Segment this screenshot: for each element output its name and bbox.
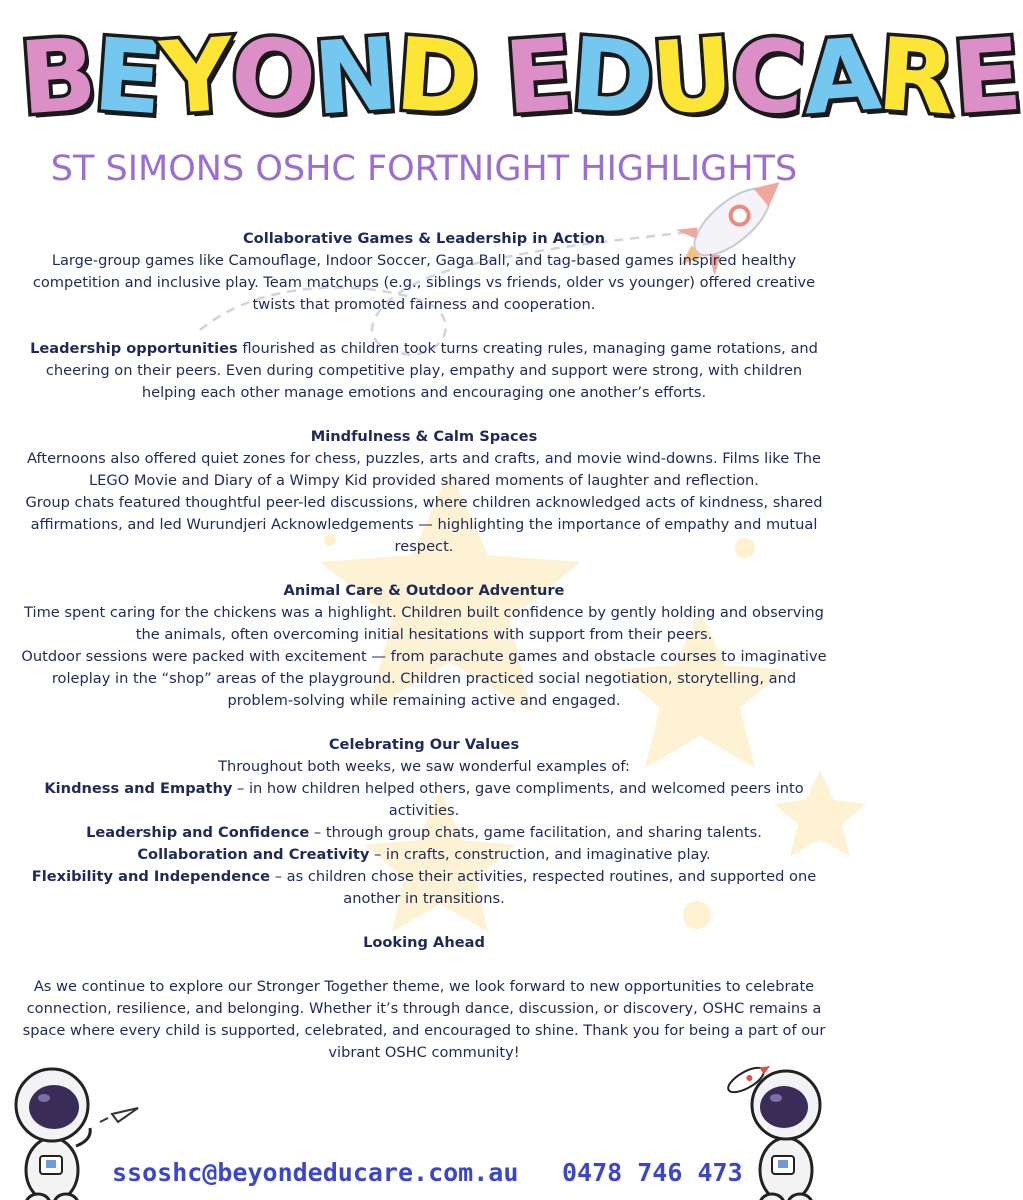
- section-paragraph: Time spent caring for the chickens was a highlight. Children built confidence by gently holding and observing the animals, often overcoming initial hesitations with support from their peers.: [24, 604, 824, 643]
- value-text: – through group chats, game facilitation, and sharing talents.: [309, 824, 762, 841]
- section-paragraph: Group chats featured thoughtful peer-led discussions, where children acknowledged acts of kindness, shared affirmations, and led Wurundjeri Acknowledgements — highlighting the importance of empathy and mutual respect.: [25, 494, 823, 555]
- section-heading: Mindfulness & Calm Spaces: [310, 428, 538, 445]
- logo-letter: O: [227, 15, 318, 138]
- logo-letter: A: [798, 15, 882, 138]
- value-item: [20, 844, 828, 866]
- logo-letter: U: [648, 15, 736, 138]
- logo-letter: E: [90, 15, 165, 138]
- logo-letter: R: [874, 15, 958, 138]
- section-paragraph: [20, 338, 828, 404]
- value-item: [20, 822, 828, 844]
- newsletter-body: [20, 228, 828, 1064]
- beyond-educare-logo: [15, 15, 1023, 138]
- section-heading: Celebrating Our Values: [328, 736, 520, 753]
- section-heading: Looking Ahead: [363, 934, 485, 951]
- value-text: – in crafts, construction, and imaginative play.: [369, 846, 711, 863]
- section-heading: Collaborative Games & Leadership in Action: [242, 230, 606, 247]
- value-name: Flexibility and Independence: [31, 868, 271, 885]
- value-name: Leadership and Confidence: [86, 824, 310, 841]
- logo-letter: E: [500, 15, 575, 138]
- section-paragraph: Outdoor sessions were packed with excitement — from parachute games and obstacle courses to imaginative roleplay in the “shop” areas of the playground. Children practiced social negotiation, storytelling, and problem-solving while remaining active and engaged.: [21, 648, 827, 709]
- value-item: [20, 866, 828, 910]
- section-paragraph: Large-group games like Camouflage, Indoor Soccer, Gaga Ball, and tag-based games inspired healthy competition and inclusive play. Team matchups (e.g., siblings vs friends, older vs younger) offered creative twists that promoted fairness and cooperation.: [32, 252, 816, 313]
- section-paragraph: As we continue to explore our Stronger Together theme, we look forward to new opportunities to celebrate connection, resilience, and belonging. Whether it’s through dance, discussion, or discovery, OSHC remains a space where every child is supported, celebrated, and encouraged to shine. Thank you for being a part of our vibrant OSHC community!: [22, 978, 826, 1061]
- paragraph-text: flourished as children took turns creating rules, managing game rotations, and cheering on their peers. Even during competitive play, empathy and support were strong, with children helping each other manage emotions and encouraging one another’s efforts.: [45, 340, 818, 401]
- value-name: Collaboration and Creativity: [137, 846, 370, 863]
- value-text: – in how children helped others, gave compliments, and welcomed peers into activities.: [232, 780, 804, 819]
- page-title: ST SIMONS OSHC FORTNIGHT HIGHLIGHTS: [50, 149, 798, 189]
- value-item: [20, 778, 828, 822]
- value-name: Kindness and Empathy: [44, 780, 233, 797]
- logo-letter: N: [309, 15, 400, 138]
- logo-letter: D: [567, 15, 657, 138]
- logo-letter: C: [727, 15, 807, 138]
- logo-letter: Y: [156, 15, 235, 138]
- section-paragraph: Afternoons also offered quiet zones for chess, puzzles, arts and crafts, and movie wind-downs. Films like The LEGO Movie and Diary of a Wimpy Kid provided shared moments of laughter and reflection.: [27, 450, 821, 489]
- highlight-text: Leadership opportunities: [30, 340, 238, 357]
- section-paragraph: Throughout both weeks, we saw wonderful examples of:: [218, 758, 630, 775]
- section-heading: Animal Care & Outdoor Adventure: [283, 582, 565, 599]
- logo-letter: D: [391, 15, 481, 138]
- logo-letter: B: [15, 15, 99, 138]
- contact-phone[interactable]: 0478 746 473: [562, 1158, 743, 1187]
- logo-letter: E: [949, 15, 1023, 138]
- paper-plane-icon: [100, 1108, 138, 1122]
- contact-email[interactable]: ssoshc@beyondeducare.com.au: [112, 1158, 519, 1187]
- value-text: – as children chose their activities, respected routines, and supported one another in transitions.: [270, 868, 817, 907]
- astronaut-left-icon: [16, 1069, 90, 1200]
